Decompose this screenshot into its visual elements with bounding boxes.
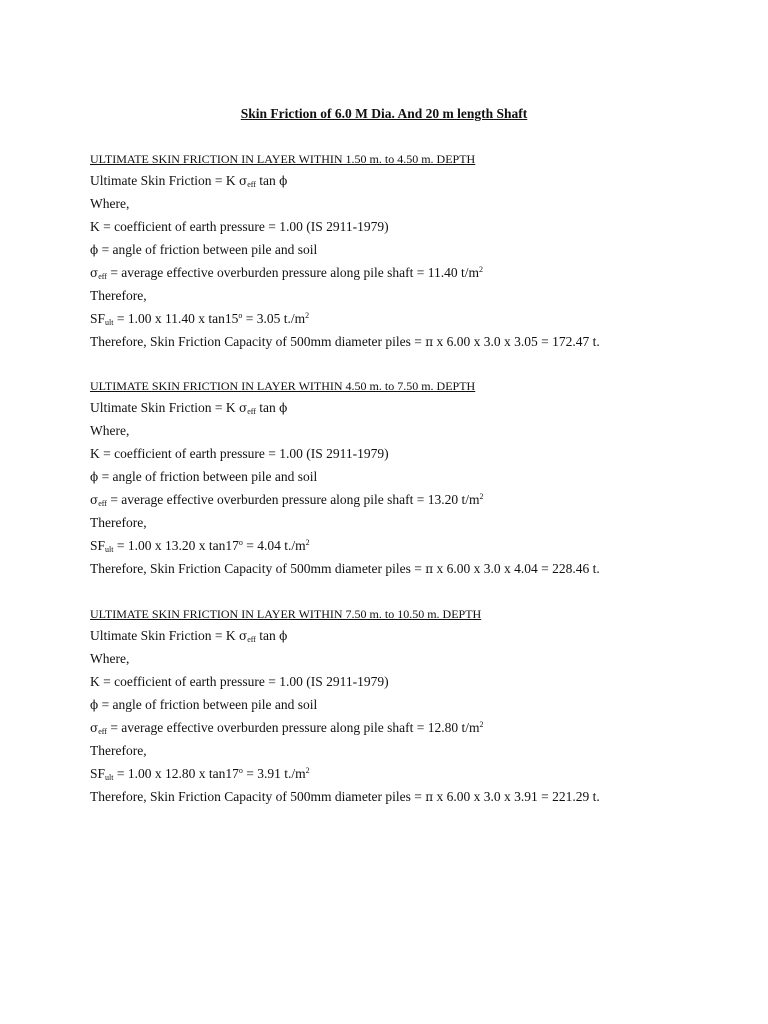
sigma-symbol: σ [90,493,99,507]
page-title: Skin Friction of 6.0 M Dia. And 20 m length Shaft [240,106,528,121]
where-line: Where, [90,651,130,666]
pi-symbol: π [425,335,434,349]
therefore-line: Therefore, [90,743,147,758]
capacity-result: Therefore, Skin Friction Capacity of 500mm diameter piles = π x 6.00 x 3.0 x 3.91 = 221.29 t. [90,789,600,804]
where-line: Where, [90,423,130,438]
sigma-symbol: σ [238,174,248,188]
sigma-symbol: σ [238,629,248,643]
sf-calculation: $SF_{ult} = 1.00$ x 11.40 x $\tan 15^o = 3.05$ $t./m^2$ [90,311,310,327]
capacity-result: Therefore, Skin Friction Capacity of 500mm diameter piles = π x 6.00 x 3.0 x 4.04 = 228.46 t. [90,561,600,576]
section-layer-1 [90,150,730,353]
section-heading: ULTIMATE SKIN FRICTION IN LAYER WITHIN 7.50 m. to 10.50 m. DEPTH [90,607,482,621]
therefore-line: Therefore, [90,515,147,530]
sigma-symbol: σ [238,401,248,415]
phi-symbol: ϕ [279,629,288,643]
sigma-symbol: σ [90,721,99,735]
sigma-definition: $\sigma_{eff}$ = average effective overburden pressure along pile shaft = 12.80 $t/m^2$ [90,720,484,736]
k-definition: K = coefficient of earth pressure = 1.00 (IS 2911-1979) [90,219,389,234]
sf-calculation: $SF_{ult} = 1.00$ x 12.80 x $\tan 17^o = 3.91$ $t./m^2$ [90,766,310,782]
phi-symbol: ϕ [90,470,99,484]
formula-line: Ultimate Skin Friction = K $\sigma_{eff}$ tan ϕ [90,173,288,189]
phi-definition: ϕ = angle of friction between pile and soil [90,697,318,712]
where-line: Where, [90,196,130,211]
sigma-symbol: σ [90,266,99,280]
sigma-definition: $\sigma_{eff}$ = average effective overburden pressure along pile shaft = 13.20 $t/m^2$ [90,492,484,508]
pi-symbol: π [425,562,434,576]
phi-symbol: ϕ [279,401,288,415]
pi-symbol: π [425,790,434,804]
section-heading: ULTIMATE SKIN FRICTION IN LAYER WITHIN 1.50 m. to 4.50 m. DEPTH [90,152,476,166]
sigma-definition: $\sigma_{eff}$ = average effective overburden pressure along pile shaft = 11.40 $t/m^2$ [90,265,484,281]
phi-definition: ϕ = angle of friction between pile and soil [90,469,318,484]
sf-calculation: $SF_{ult} = 1.00$ x 13.20 x $\tan 17^o = 4.04$ $t./m^2$ [90,538,310,554]
k-definition: K = coefficient of earth pressure = 1.00 (IS 2911-1979) [90,674,389,689]
phi-definition: ϕ = angle of friction between pile and soil [90,242,318,257]
section-layer-3 [90,605,730,808]
phi-symbol: ϕ [90,243,99,257]
section-heading: ULTIMATE SKIN FRICTION IN LAYER WITHIN 4.50 m. to 7.50 m. DEPTH [90,379,476,393]
capacity-result: Therefore, Skin Friction Capacity of 500mm diameter piles = π x 6.00 x 3.0 x 3.05 = 172.47 t. [90,334,600,349]
phi-symbol: ϕ [279,174,288,188]
phi-symbol: ϕ [90,698,99,712]
formula-line: Ultimate Skin Friction = K $\sigma_{eff}$ tan ϕ [90,400,288,416]
formula-line: Ultimate Skin Friction = K $\sigma_{eff}$ tan ϕ [90,628,288,644]
k-definition: K = coefficient of earth pressure = 1.00 (IS 2911-1979) [90,446,389,461]
section-layer-2 [90,377,730,580]
therefore-line: Therefore, [90,288,147,303]
